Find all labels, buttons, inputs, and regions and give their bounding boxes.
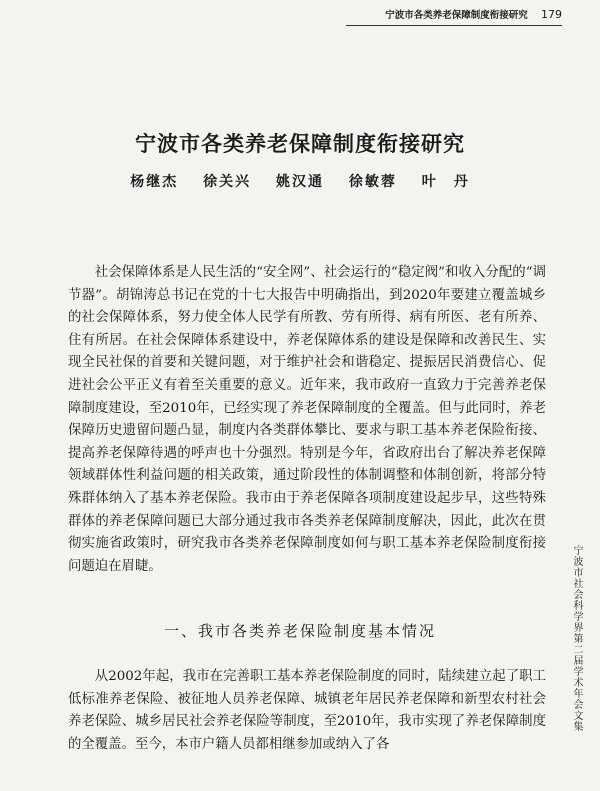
author-name: 徐敏蓉 xyxy=(348,174,397,190)
author-name: 徐关兴 xyxy=(203,174,252,190)
author-list xyxy=(0,171,600,191)
article-title: 宁波市各类养老保障制度衔接研究 xyxy=(135,131,465,156)
author-name: 姚汉通 xyxy=(276,174,324,190)
intro-paragraph: 社会保障体系是人民生活的“安全网”、社会运行的“稳定阀”和收入分配的“调节器”。胡锦涛总书记在党的十七大报告中明确指出，到2020年要建立覆盖城乡的社会保障体系，努力使全体人民学有所教、劳有所得、病有所医、老有所养、住有所居。在社会保障体系建设中，养老保障体系的建设是保障和改善民生、实现全民社保的首要和关键问题，对于维护社会和谐稳定、提振居民消费信心、促进社会公平正义有着至关重要的意义。近年来，我市政府一直致力于完善养老保障制度建设，至2010年，已经实现了养老保障制度的全覆盖。但与此同时，养老保障历史遗留问题凸显，制度内各类群体攀比、要求与职工基本养老保险衔接、提高养老保障待遇的呼声也十分强烈。特别是今年，省政府出台了解决养老保障领域群体性利益问题的相关政策，通过阶段性的体制调整和体制创新，将部分特殊群体纳入了基本养老保险。我市由于养老保障各项制度建设起步早，这些特殊群体的养老保障问题已大部分通过我市各类养老保障制度解决，因此，此次在贯彻实施省政策时，研究我市各类养老保障制度如何与职工基本养老保险制度衔接问题迫在眉睫。 xyxy=(68,265,546,574)
side-margin-note: 宁波市社会科学界第二届学术年会文集 xyxy=(571,545,582,732)
page-number: 179 xyxy=(541,8,562,21)
running-title: 宁波市各类养老保障制度衔接研究 xyxy=(385,10,528,21)
section-paragraph: 从2002年起，我市在完善职工基本养老保险制度的同时，陆续建立起了职工低标准养老保险、被征地人员养老保障、城镇老年居民养老保障和新型农村社会养老保险、城乡居民社会养老保险等制度，至2010年，我市实现了养老保障制度的全覆盖。至今，本市户籍人员都相继参加或纳入了各 xyxy=(68,669,546,752)
running-header xyxy=(346,8,562,26)
section-heading: 一、我市各类养老保险制度基本情况 xyxy=(163,622,436,640)
author-name: 杨继杰 xyxy=(130,174,179,190)
author-name: 叶 丹 xyxy=(421,174,470,190)
